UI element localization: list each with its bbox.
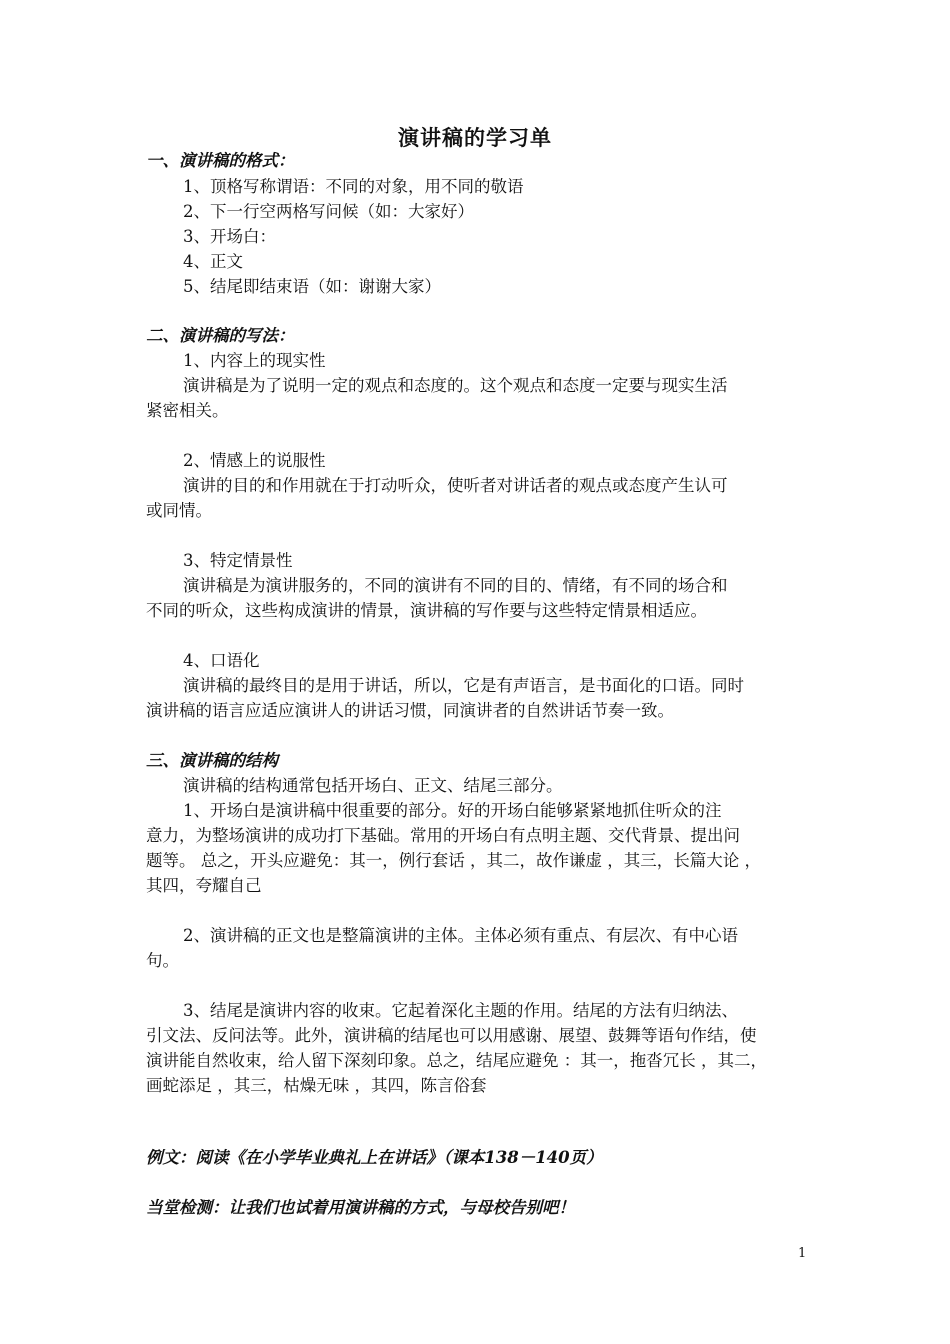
example-reading: 例文：阅读《在小学毕业典礼上在讲话》（课本138－140页）	[146, 1148, 603, 1167]
subsection-title: 1、内容上的现实性	[183, 351, 326, 370]
paragraph-line: 画蛇添足 ，其三，枯燥无味 ，其四，陈言俗套	[146, 1076, 487, 1095]
paragraph-line: 演讲稿的结构通常包括开场白、正文、结尾三部分。	[183, 776, 563, 795]
section1-item: 2、下一行空两格写问候（如：大家好）	[183, 202, 474, 221]
paragraph-line: 其四，夸耀自己	[146, 876, 262, 895]
page-number: 1	[798, 1246, 807, 1261]
paragraph-line: 不同的听众，这些构成演讲的情景，演讲稿的写作要与这些特定情景相适应。	[146, 601, 707, 620]
section3-heading: 三、演讲稿的结构	[146, 751, 278, 770]
subsection-title: 2、情感上的说服性	[183, 451, 326, 470]
classroom-exercise: 当堂检测：让我们也试着用演讲稿的方式，与母校告别吧！	[146, 1198, 575, 1217]
section1-item: 3、开场白：	[183, 227, 276, 246]
paragraph-line: 或同情。	[146, 501, 212, 520]
subsection-title: 3、特定情景性	[183, 551, 293, 570]
document-title: 演讲稿的学习单	[398, 125, 552, 150]
paragraph-line: 演讲能自然收束，给人留下深刻印象。总之，结尾应避免 ：其一，拖沓冗长 ，其二，	[146, 1051, 767, 1070]
paragraph-line: 引文法、反问法等。此外，演讲稿的结尾也可以用感谢、展望、鼓舞等语句作结，使	[146, 1026, 757, 1045]
paragraph-line: 题等。 总之，开头应避免：其一，例行套话 ，其二，故作谦虚 ，其三，长篇大论 ，	[146, 851, 761, 870]
section1-heading: 一、演讲稿的格式：	[146, 151, 295, 170]
section2-heading: 二、演讲稿的写法：	[146, 326, 295, 345]
paragraph-line: 紧密相关。	[146, 401, 229, 420]
paragraph-line: 意力，为整场演讲的成功打下基础。常用的开场白有点明主题、交代背景、提出问	[146, 826, 740, 845]
paragraph-line: 3、结尾是演讲内容的收束。它起着深化主题的作用。结尾的方法有归纳法、	[183, 1001, 738, 1020]
section1-item: 4、正文	[183, 252, 243, 271]
paragraph-line: 1、开场白是演讲稿中很重要的部分。好的开场白能够紧紧地抓住听众的注	[183, 801, 722, 820]
subsection-title: 4、口语化	[183, 651, 260, 670]
section1-item: 1、顶格写称谓语：不同的对象，用不同的敬语	[183, 177, 524, 196]
paragraph-line: 演讲稿是为了说明一定的观点和态度的。这个观点和态度一定要与现实生活	[183, 376, 728, 395]
paragraph-line: 演讲的目的和作用就在于打动听众，使听者对讲话者的观点或态度产生认可	[183, 476, 728, 495]
paragraph-line: 演讲稿的最终目的是用于讲话，所以，它是有声语言，是书面化的口语。同时	[183, 676, 744, 695]
paragraph-line: 2、演讲稿的正文也是整篇演讲的主体。主体必须有重点、有层次、有中心语	[183, 926, 738, 945]
section1-item: 5、结尾即结束语（如：谢谢大家）	[183, 277, 441, 296]
paragraph-line: 句。	[146, 951, 179, 970]
paragraph-line: 演讲稿的语言应适应演讲人的讲话习惯，同演讲者的自然讲话节奏一致。	[146, 701, 674, 720]
paragraph-line: 演讲稿是为演讲服务的，不同的演讲有不同的目的、情绪，有不同的场合和	[183, 576, 728, 595]
